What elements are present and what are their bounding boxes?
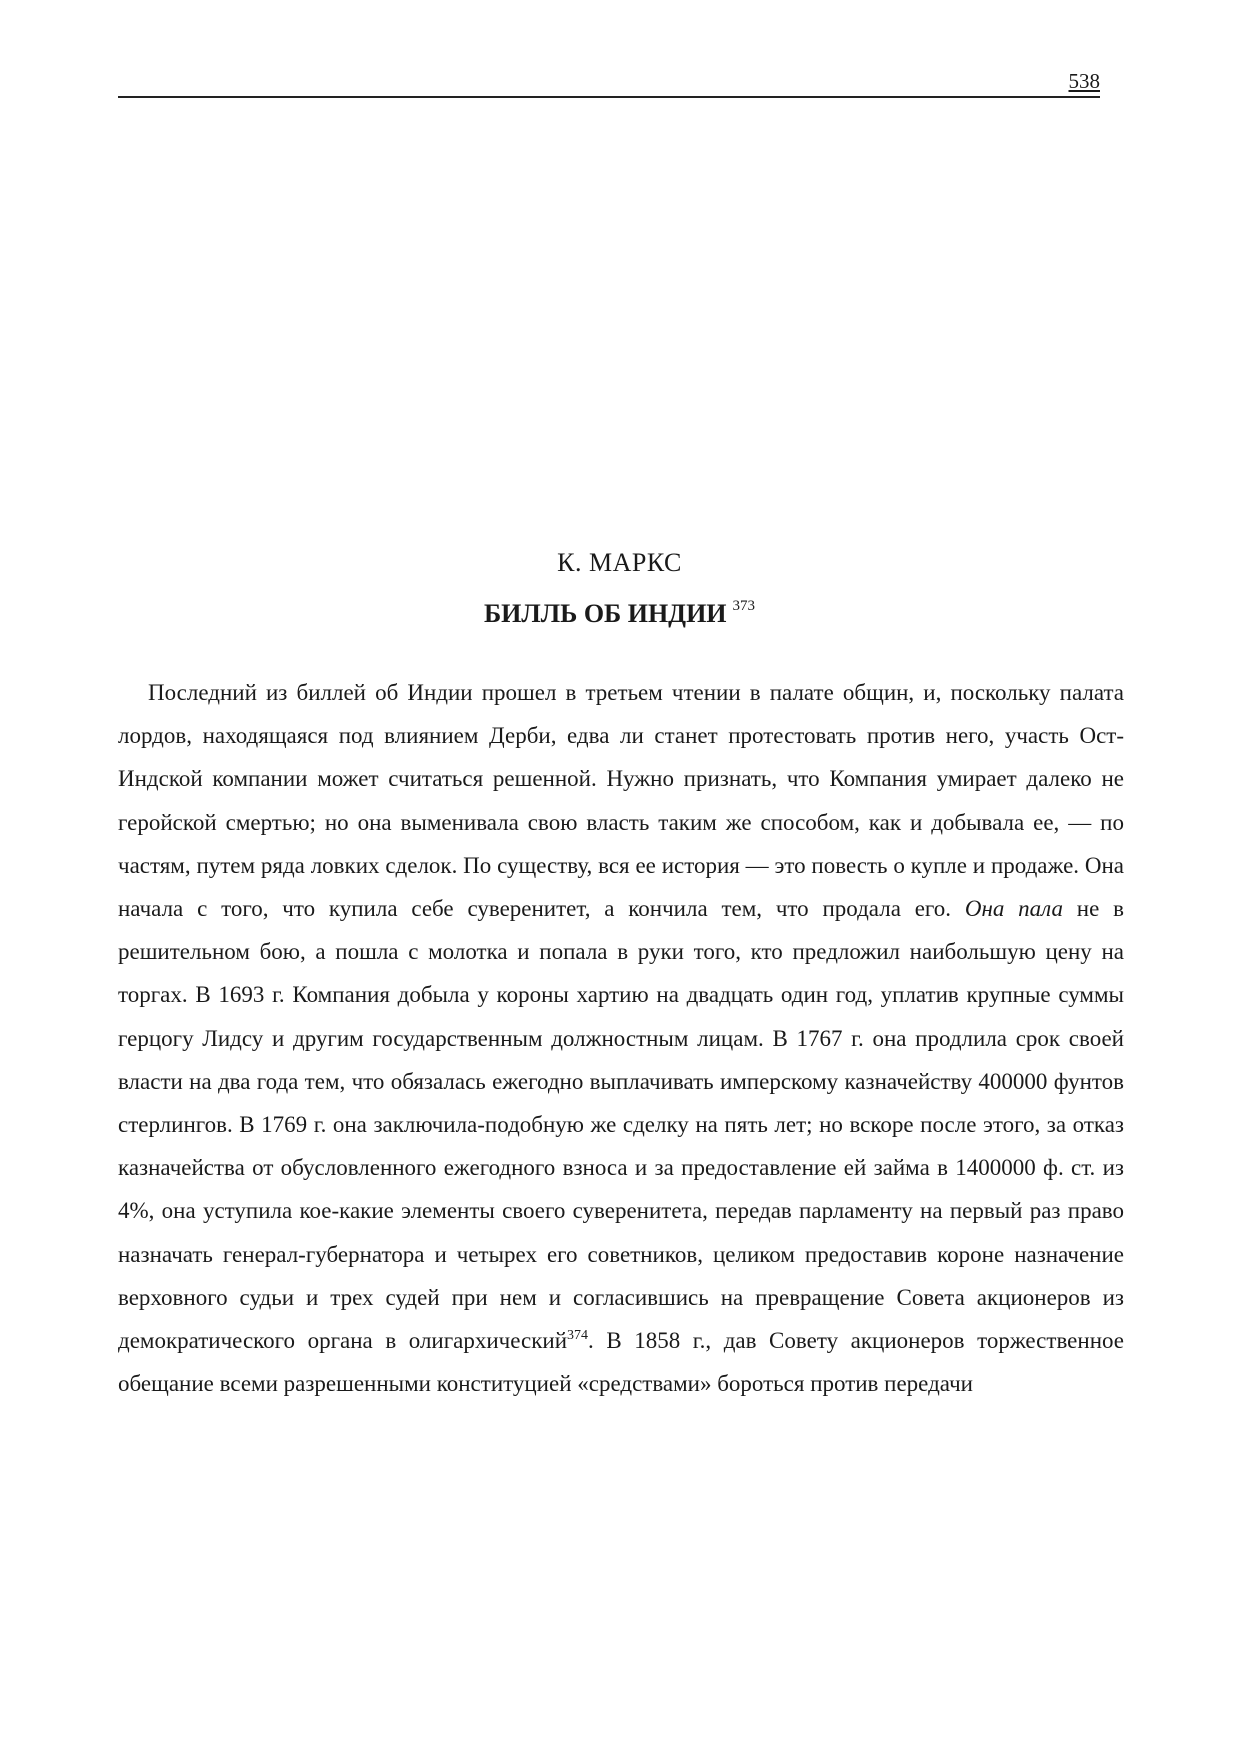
- article-title-line: [0, 598, 1239, 629]
- article-author: К. МАРКС: [557, 548, 682, 577]
- title-footnote-ref: 373: [732, 598, 756, 614]
- page-header: [118, 70, 1100, 98]
- body-italic-phrase: Она пала: [964, 896, 1063, 922]
- body-text-part-3: . В 1858 г., дав Совету акционеров торжественное обещание всеми разрешенными конституцией «средствами» бороться против передачи: [118, 1328, 1124, 1397]
- body-text-part-2: не в решительном бою, а пошла с молотка и попала в руки того, кто предложил наибольшую цену на торгах. В 1693 г. Компания добыла у короны хартию на двадцать один год, уплатив крупные суммы герцогу Лидсу и другим государственным должностным лицам. В 1767 г. она продлила срок своей власти на два года тем, что обязалась ежегодно выплачивать имперскому казначейству 400000 фунтов стерлингов. В 1769 г. она заключила-подобную же сделку на пять лет; но вскоре после этого, за отказ казначейства от обусловленного ежегодного взноса и за предоставление ей займа в 1400000 ф. ст. из 4%, она уступила кое-какие элементы своего суверенитета, передав парламенту на первый раз право назначать генерал-губернатора и четырех его советников, целиком предоставив короне назначение верховного судьи и трех судей при нем и согласившись на превращение Совета акционеров из демократического органа в олигархический: [118, 896, 1124, 1354]
- article-title: БИЛЛЬ ОБ ИНДИИ: [483, 599, 727, 628]
- body-footnote-ref: 374: [567, 1328, 589, 1344]
- article-body: [118, 671, 1124, 1405]
- body-text-part-1: Последний из биллей об Индии прошел в третьем чтении в палате общин, и, поскольку палата лордов, находящаяся под влиянием Дерби, едва ли станет протестовать против него, участь Ост-Индской компании может считаться решенной. Нужно признать, что Компания умирает далеко не геройской смертью; но она выменивала свою власть таким же способом, как и добывала ее, — по частям, путем ряда ловких сделок. По существу, вся ее история — это повесть о купле и продаже. Она начала с того, что купила себе суверенитет, а кончила тем, что продала его.: [118, 680, 1124, 922]
- page-number: 538: [1068, 69, 1100, 93]
